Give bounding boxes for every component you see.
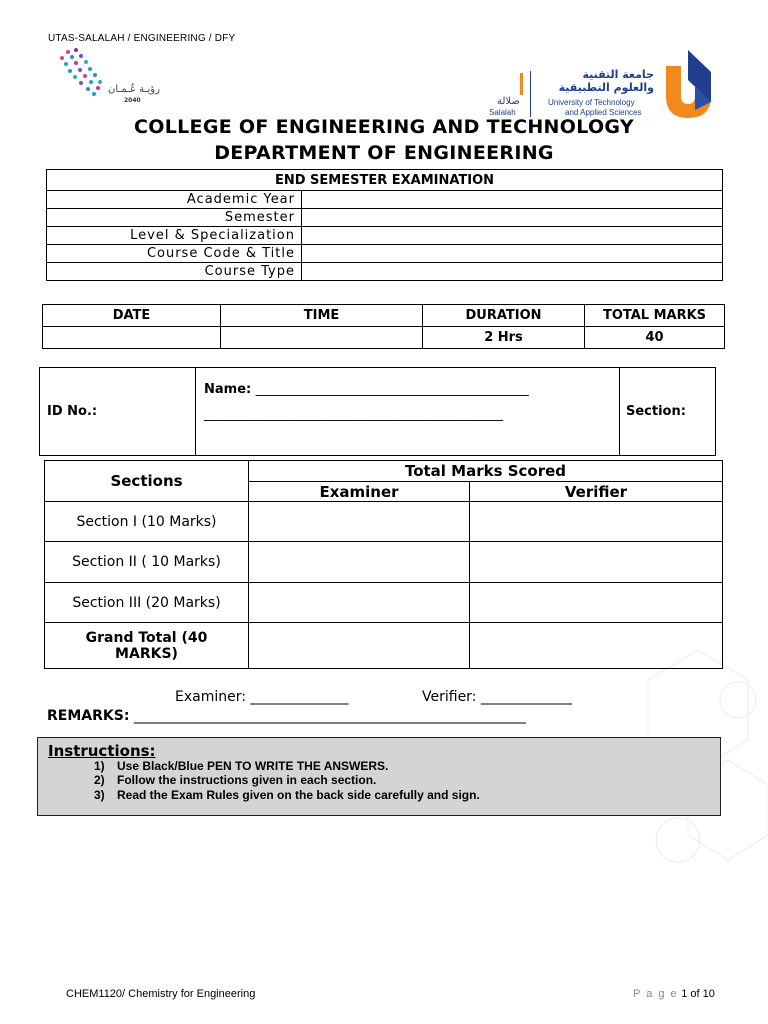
instruction-number: 2) [94,773,105,787]
info-label: Course Type [47,263,302,281]
examiner-score-cell[interactable] [249,542,470,583]
info-label: Level & Specialization [47,227,302,245]
verifier-score-cell[interactable] [470,542,723,583]
section-row-label: Section I (10 Marks) [45,502,249,542]
exam-heading: END SEMESTER EXAMINATION [47,170,723,191]
sections-header: Sections [45,461,249,502]
branch-name-en: Salalah [489,108,516,117]
instruction-text: Read the Exam Rules given on the back side carefully and sign. [117,788,480,802]
verifier-header: Verifier [470,482,723,502]
utas-name-ar-line1: جامعة التقنية [582,68,654,81]
total-marks-scored-header: Total Marks Scored [249,461,723,482]
instruction-number: 1) [94,759,105,773]
branch-name-ar: صلالة [497,96,520,107]
grand-total-verifier-cell[interactable] [470,623,723,669]
utas-name-ar [558,68,654,94]
name-cell[interactable] [196,368,620,456]
instructions-box [37,737,721,816]
exam-info-table [46,169,723,281]
info-value-course[interactable] [302,245,723,263]
verifier-score-cell[interactable] [470,502,723,542]
duration-value: 2 Hrs [423,327,585,349]
utas-name-ar-line2: والعلوم التطبيقية [558,81,654,94]
page-word: P a g e [633,988,679,1000]
examiner-score-cell[interactable] [249,583,470,623]
examiner-score-cell[interactable] [249,502,470,542]
section-row-label: Section II ( 10 Marks) [45,542,249,583]
oman-vision-text: رؤيـة عُـمـان [108,84,160,95]
remarks-row[interactable] [47,708,526,724]
college-title: COLLEGE OF ENGINEERING AND TECHNOLOGY [134,116,634,138]
oman-vision-year: 2040 [124,97,141,104]
grand-total-label: Grand Total (40 MARKS) [45,623,249,669]
time-value[interactable] [221,327,423,349]
student-info-table [39,367,716,456]
info-value-course-type[interactable] [302,263,723,281]
utas-name-en-line2: and Applied Sciences [565,108,642,117]
id-label[interactable]: ID No.: [40,368,196,456]
marks-table [44,460,723,669]
info-value-level[interactable] [302,227,723,245]
page-number: 1 of 10 [681,988,715,1000]
header-tag: UTAS-SALALAH / ENGINEERING / DFY [48,33,236,44]
verifier-signature[interactable]: Verifier: _____________ [422,689,572,705]
examiner-signature[interactable]: Examiner: ______________ [175,689,349,705]
info-value-academic-year[interactable] [302,191,723,209]
total-marks-value: 40 [585,327,725,349]
grand-total-examiner-cell[interactable] [249,623,470,669]
remarks-line: ________________________________________________________ [133,708,526,724]
section-row-label: Section III (20 Marks) [45,583,249,623]
total-marks-header: TOTAL MARKS [585,305,725,327]
instruction-text: Use Black/Blue PEN TO WRITE THE ANSWERS. [117,759,389,773]
instructions-title: Instructions: [48,742,156,760]
instruction-text: Follow the instructions given in each section. [117,773,377,787]
verifier-score-cell[interactable] [470,583,723,623]
info-label: Course Code & Title [47,245,302,263]
schedule-table [42,304,725,349]
footer-course: CHEM1120/ Chemistry for Engineering [66,988,256,1000]
instruction-number: 3) [94,788,105,802]
time-header: TIME [221,305,423,327]
utas-name-en-line1: University of Technology [548,98,635,107]
examiner-header: Examiner [249,482,470,502]
department-title: DEPARTMENT OF ENGINEERING [214,142,554,164]
info-label: Academic Year [47,191,302,209]
duration-header: DURATION [423,305,585,327]
info-value-semester[interactable] [302,209,723,227]
info-label: Semester [47,209,302,227]
footer-page [633,988,715,1000]
remarks-label: REMARKS: [47,708,130,724]
name-label: Name: [204,382,252,397]
name-line-2: ______________________________________________ [204,407,503,422]
date-value[interactable] [43,327,221,349]
date-header: DATE [43,305,221,327]
name-line-1: __________________________________________ [255,382,529,397]
section-label[interactable]: Section: [620,368,716,456]
